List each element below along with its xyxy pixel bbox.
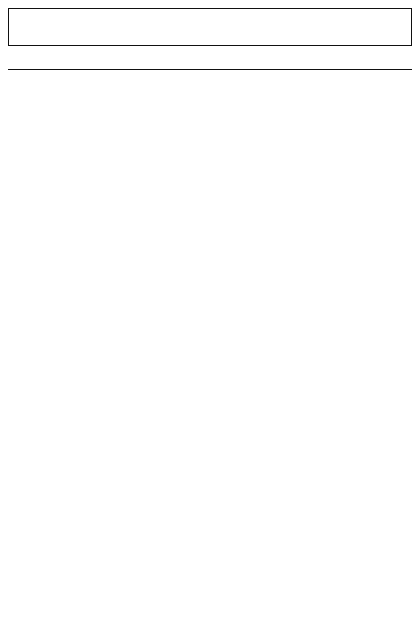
publication-frequency: [8, 49, 412, 63]
paragraph: [8, 194, 412, 207]
paragraph: [8, 130, 412, 143]
paragraph: [8, 98, 412, 111]
divider: [8, 69, 412, 70]
section-heading: [8, 78, 412, 92]
paragraph: [8, 146, 412, 159]
article-body: [8, 98, 412, 618]
paragraph: [8, 210, 412, 223]
masthead: [8, 8, 412, 46]
paragraph: [8, 226, 412, 239]
paragraph: [8, 114, 412, 127]
paragraph: [8, 178, 412, 191]
paragraph: [8, 162, 412, 175]
newsletter-page: [8, 8, 412, 614]
paragraph: [8, 258, 412, 271]
paragraph: [8, 242, 412, 255]
